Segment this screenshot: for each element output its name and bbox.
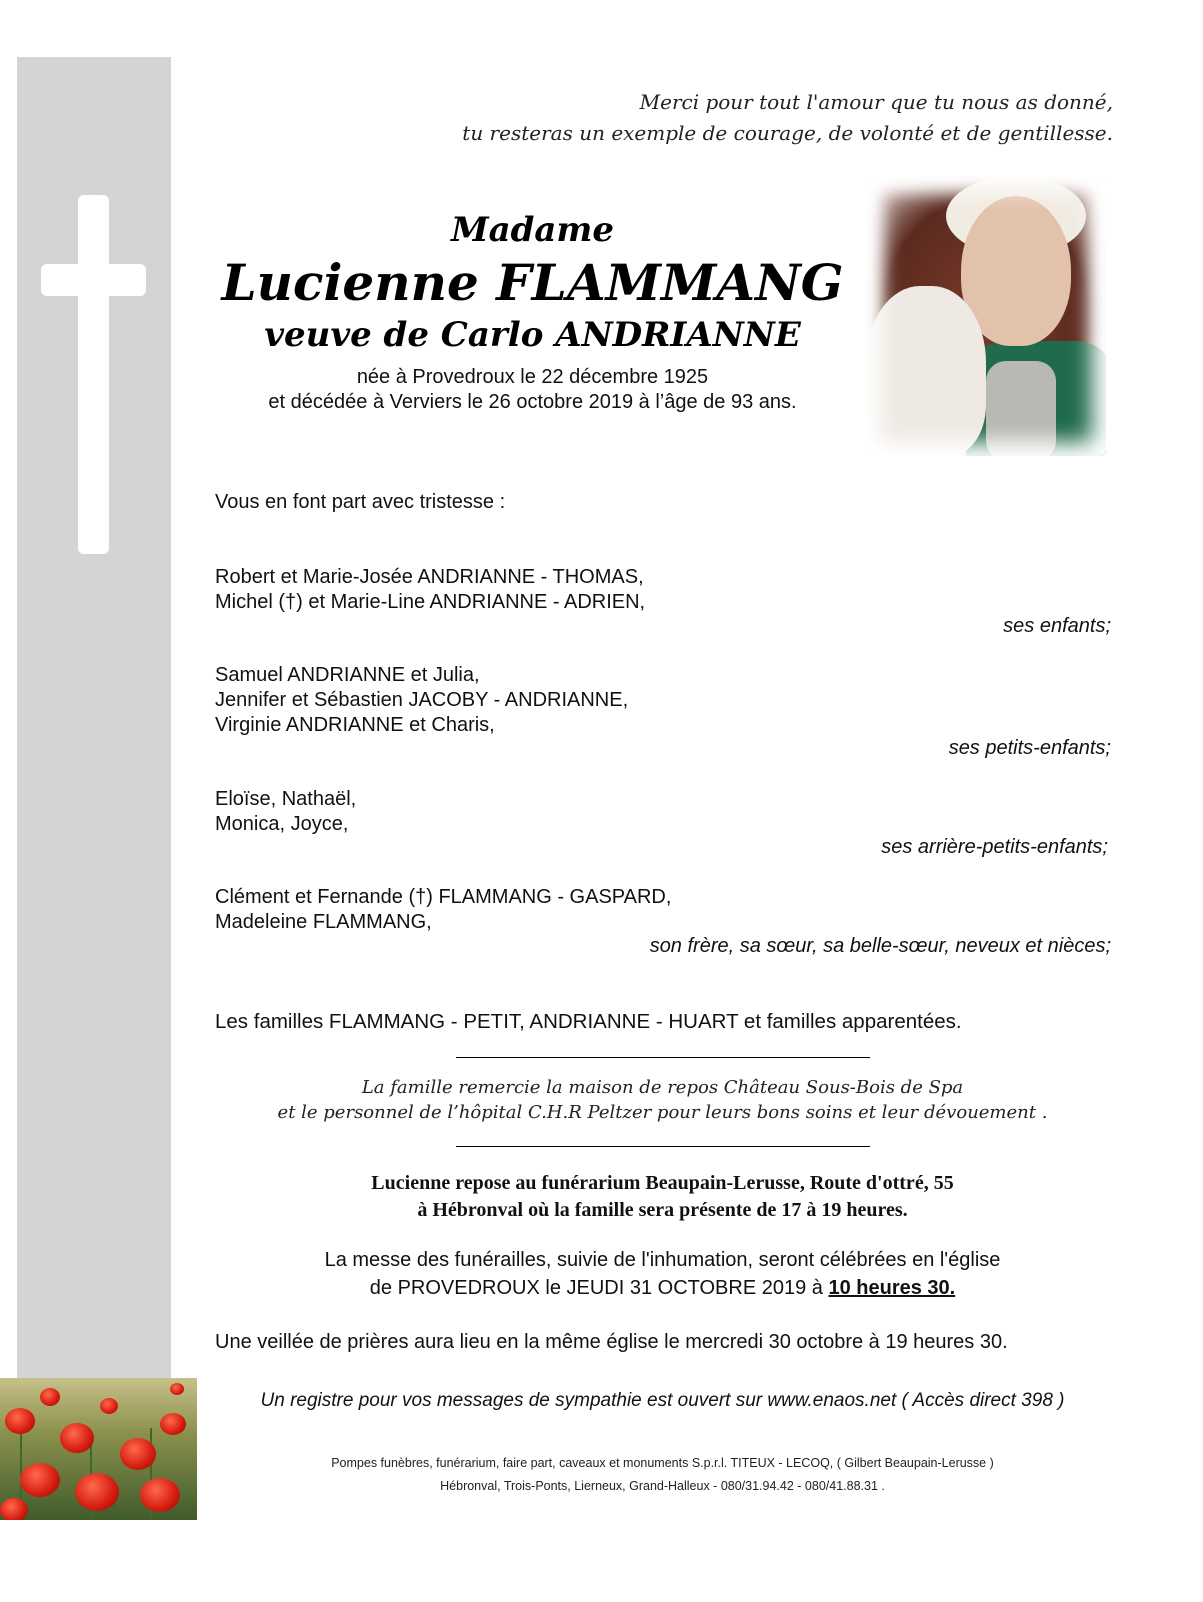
messe-line: La messe des funérailles, suivie de l'inhumation, seront célébrées en l'église bbox=[324, 1249, 1001, 1271]
epitaph-line: tu resteras un exemple de courage, de volonté et de gentillesse. bbox=[462, 121, 1113, 145]
relation-label: son frère, sa sœur, sa belle-sœur, neveux et nièces; bbox=[649, 935, 1111, 957]
family-line: Virginie ANDRIANNE et Charis, bbox=[215, 714, 495, 736]
intro-text: Vous en font part avec tristesse : bbox=[215, 491, 506, 513]
family-line: Robert et Marie-Josée ANDRIANNE - THOMAS, bbox=[215, 566, 644, 588]
relation-label: ses arrière-petits-enfants; bbox=[881, 836, 1108, 858]
messe-hour: 10 heures 30. bbox=[828, 1277, 956, 1299]
family-group-children bbox=[215, 565, 645, 615]
family-line: Monica, Joyce, bbox=[215, 813, 349, 835]
divider bbox=[456, 1057, 870, 1058]
relation-label: ses enfants; bbox=[1003, 615, 1111, 637]
vigil-info: Une veillée de prières aura lieu en la même église le mercredi 30 octobre à 19 heures 30. bbox=[215, 1331, 1008, 1353]
registry-info: Un registre pour vos messages de sympathie est ouvert sur www.enaos.net ( Accès direct 398 ) bbox=[260, 1390, 1065, 1411]
deceased-name: Lucienne FLAMMANG bbox=[221, 253, 844, 312]
funeral-mass-info bbox=[205, 1246, 1120, 1302]
family-line: Clément et Fernande (†) FLAMMANG - GASPARD, bbox=[215, 886, 672, 908]
families-line: Les familles FLAMMANG - PETIT, ANDRIANNE - HUART et familles apparentées. bbox=[215, 1010, 962, 1033]
messe-date: de PROVEDROUX le JEUDI 31 OCTOBRE 2019 à bbox=[369, 1277, 829, 1299]
birth-line: née à Provedroux le 22 décembre 1925 bbox=[356, 366, 709, 388]
deceased-title bbox=[220, 205, 845, 359]
poppies-image bbox=[0, 1378, 197, 1520]
footer-line: Pompes funèbres, funérarium, faire part, caveaux et monuments S.p.r.l. TITEUX - LECOQ, ( Gilbert Beaupain-Lerusse ) bbox=[331, 1456, 994, 1470]
death-line: et décédée à Verviers le 26 octobre 2019 à l’âge de 93 ans. bbox=[268, 391, 797, 413]
honorific: Madame bbox=[450, 210, 615, 250]
funeral-home-footer bbox=[205, 1452, 1120, 1498]
repose-info bbox=[205, 1170, 1120, 1224]
family-line: Madeleine FLAMMANG, bbox=[215, 911, 432, 933]
thanks-line: La famille remercie la maison de repos Château Sous-Bois de Spa bbox=[361, 1077, 964, 1098]
divider bbox=[456, 1146, 870, 1147]
family-line: Samuel ANDRIANNE et Julia, bbox=[215, 664, 480, 686]
spouse-line: veuve de Carlo ANDRIANNE bbox=[264, 315, 801, 355]
thanks-line: et le personnel de l’hôpital C.H.R Peltzer pour leurs bons soins et leur dévouement . bbox=[277, 1102, 1048, 1123]
relation-label: ses petits-enfants; bbox=[948, 737, 1111, 759]
family-line: Michel (†) et Marie-Line ANDRIANNE - ADRIEN, bbox=[215, 591, 646, 613]
epitaph-line: Merci pour tout l'amour que tu nous as donné, bbox=[639, 90, 1113, 114]
footer-line: Hébronval, Trois-Ponts, Lierneux, Grand-Halleux - 080/31.94.42 - 080/41.88.31 . bbox=[440, 1479, 885, 1493]
portrait-photo bbox=[866, 176, 1106, 456]
family-group-siblings bbox=[215, 885, 671, 935]
repose-line: à Hébronval où la famille sera présente de 17 à 19 heures. bbox=[417, 1199, 908, 1221]
life-dates bbox=[200, 365, 865, 415]
repose-line: Lucienne repose au funérarium Beaupain-Lerusse, Route d'ottré, 55 bbox=[371, 1172, 954, 1194]
family-line: Jennifer et Sébastien JACOBY - ANDRIANNE, bbox=[215, 689, 629, 711]
family-group-grandchildren bbox=[215, 663, 628, 738]
messe-line bbox=[205, 1274, 1120, 1302]
family-line: Eloïse, Nathaël, bbox=[215, 788, 357, 810]
thanks-text bbox=[205, 1075, 1120, 1125]
family-group-great-grandchildren bbox=[215, 787, 356, 837]
epitaph bbox=[462, 87, 1113, 149]
